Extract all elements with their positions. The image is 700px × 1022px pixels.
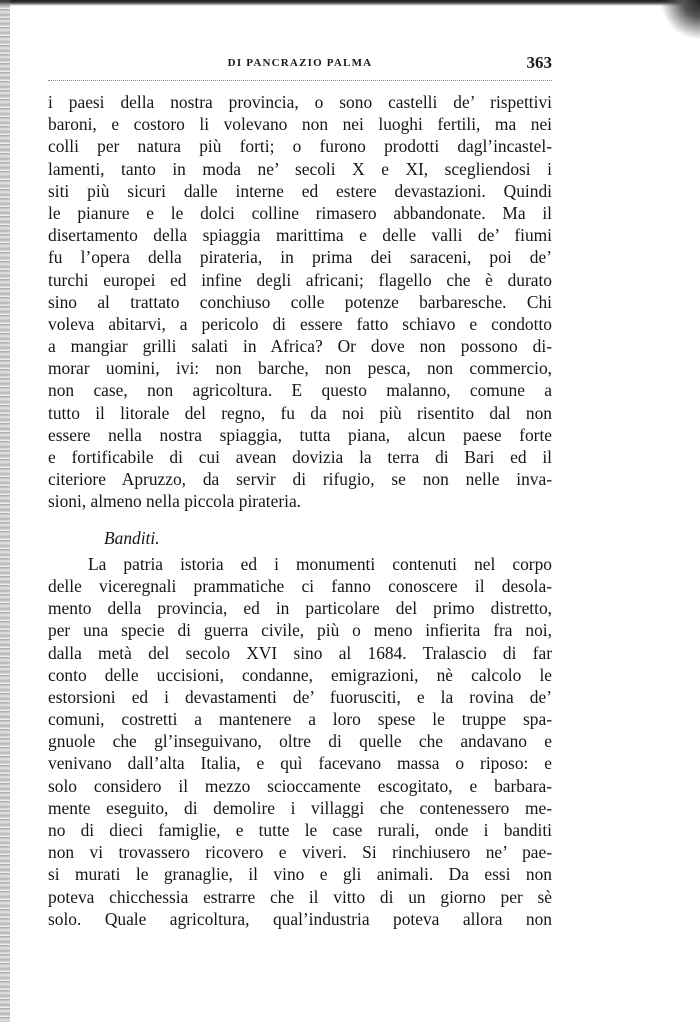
- text-line: i paesi della nostra provincia, o sono castelli de’ rispettivi: [48, 92, 552, 112]
- text-line: non case, non agricoltura. E questo malanno, comune a: [48, 380, 552, 401]
- text-line: fu l’opera della pirateria, in prima dei saraceni, poi de’: [48, 247, 552, 268]
- text-line: estorsioni ed i devastamenti de’ fuorusciti, e la rovina de’: [48, 686, 552, 707]
- text-line: voleva abitarvi, a pericolo di essere fatto schiavo e condotto: [48, 313, 552, 334]
- text-line: no di dieci famiglie, e tutte le case rurali, onde i banditi: [48, 820, 552, 840]
- text-line: morar uomini, ivi: non barche, non pesca, non commercio,: [48, 358, 552, 379]
- text-line: si murati le granaglie, il vino e gli animali. Da essi non: [48, 864, 552, 885]
- text-line: siti più sicuri dalle interne ed estere devastazioni. Quindi: [48, 180, 552, 201]
- scan-left-edge: [0, 0, 10, 1022]
- text-line: e fortificabile di cui avean dovizia la terra di Bari ed il: [48, 447, 552, 467]
- text-line: tutto il litorale del regno, fu da noi più risentito dal non: [48, 402, 552, 423]
- scan-corner-shadow: [660, 0, 700, 40]
- text-line: delle viceregnali prammatiche ci fanno conoscere il desola-: [48, 575, 552, 596]
- text-line: essere nella nostra spiaggia, tutta piana, alcun paese forte: [48, 424, 552, 445]
- paragraph-piracy: [48, 91, 552, 513]
- text-line: dalla metà del secolo XVI sino al 1684. Tralascio di far: [48, 642, 552, 663]
- text-line: lamenti, tanto in moda ne’ secoli X e XI, scegliendosi i: [48, 158, 552, 179]
- header-dotted-rule: [48, 80, 552, 81]
- text-line: sino al trattato conchiuso colle potenze barbaresche. Chi: [48, 291, 552, 312]
- text-line: baroni, e costoro li volevano non nei luoghi fertili, ma nei: [48, 114, 552, 135]
- text-line: a mangiar grilli salati in Africa? Or dove non possono di-: [48, 336, 552, 357]
- running-head: [48, 53, 552, 75]
- text-line: conto delle uccisioni, condanne, emigrazioni, nè calcolo le: [48, 664, 552, 685]
- text-line: per una specie di guerra civile, più o meno infierita fra noi,: [48, 620, 552, 641]
- section-heading: Banditi.: [104, 527, 160, 548]
- text-line: le pianure e le dolci colline rimasero abbandonate. Ma il: [48, 202, 552, 223]
- text-line: poteva chicchessia estrarre che il vitto di un giorno per sè: [48, 886, 552, 907]
- text-line: disertamento della spiaggia marittima e delle valli de’ fiumi: [48, 225, 552, 246]
- text-line: solo considero il mezzo scioccamente escogitato, e barbara-: [48, 775, 552, 796]
- text-line: La patria istoria ed i monumenti contenuti nel corpo: [88, 553, 552, 574]
- text-line: colli per natura più forti; o furono prodotti dagl’incastel-: [48, 136, 552, 157]
- page-body: [48, 91, 552, 930]
- text-line: turchi europei ed infine degli africani; flagello che è durato: [48, 269, 552, 290]
- text-line: mento della provincia, ed in particolare del primo distretto,: [48, 598, 552, 619]
- paragraph-banditi: [48, 553, 552, 930]
- text-line: gnuole che gl’inseguivano, oltre di quelle che andavano e: [48, 731, 552, 752]
- running-title: DI PANCRAZIO PALMA: [227, 57, 373, 69]
- text-line: solo. Quale agricoltura, qual’industria poteva allora non: [48, 908, 552, 929]
- page-number: 363: [526, 53, 552, 72]
- text-line: sioni, almeno nella piccola pirateria.: [48, 491, 302, 512]
- text-line: non vi trovassero ricovero e viveri. Si rinchiusero ne’ pae-: [48, 842, 552, 863]
- text-line: venivano dall’alta Italia, e quì facevano massa o riposo: e: [48, 753, 552, 774]
- text-line: citeriore Apruzzo, da servir di rifugio, se non nelle inva-: [48, 469, 552, 490]
- text-line: comuni, costretti a mantenere a loro spese le truppe spa-: [48, 709, 552, 730]
- scan-top-edge: [0, 0, 700, 6]
- text-line: mente eseguito, di demolire i villaggi che contenessero me-: [48, 797, 552, 818]
